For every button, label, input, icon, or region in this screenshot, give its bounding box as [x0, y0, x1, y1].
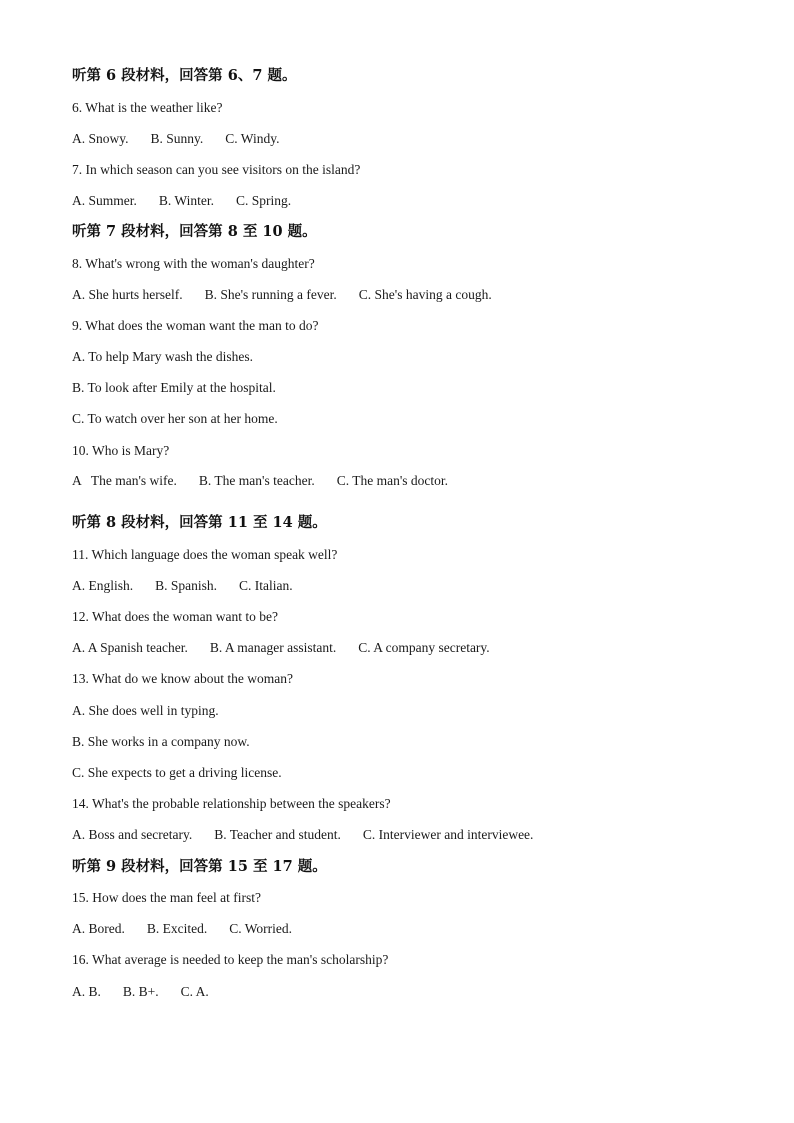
question-stem: 12. What does the woman want to be?: [72, 609, 278, 624]
question-stem: 13. What do we know about the woman?: [72, 671, 293, 686]
question-options: [72, 640, 490, 656]
option-a: A. B.: [72, 984, 101, 999]
option-b: B. She works in a company now.: [72, 734, 250, 749]
option-c: C. A.: [180, 984, 209, 999]
option-a: A. Summer.: [72, 193, 137, 208]
question-stem: 10. Who is Mary?: [72, 443, 170, 458]
option-a: A. Boss and secretary.: [72, 827, 193, 842]
option-b: B. She's running a fever.: [204, 287, 337, 302]
question-stem: 9. What does the woman want the man to do?: [72, 318, 319, 333]
question-options: [72, 921, 292, 937]
option-c: C. She's having a cough.: [358, 287, 492, 302]
option-a: A The man's wife.: [72, 473, 177, 488]
question-options: [72, 578, 293, 594]
option-b: B. To look after Emily at the hospital.: [72, 380, 276, 395]
option-b: B. Winter.: [158, 193, 214, 208]
option-b: B. Excited.: [146, 921, 208, 936]
option-a: A. Bored.: [72, 921, 125, 936]
option-a: A. English.: [72, 578, 134, 593]
question-stem: 7. In which season can you see visitors on the island?: [72, 162, 361, 177]
option-a: A. Snowy.: [72, 131, 129, 146]
question-stem: 8. What's wrong with the woman's daughter?: [72, 256, 315, 271]
question-options: [72, 193, 291, 209]
option-b: B. A manager assistant.: [209, 640, 337, 655]
option-c: C. A company secretary.: [358, 640, 490, 655]
question-stem: 15. How does the man feel at first?: [72, 890, 261, 905]
question-stem: 11. Which language does the woman speak well?: [72, 547, 338, 562]
section-heading: 听第 9 段材料，回答第 15 至 17 题。: [72, 858, 327, 875]
option-a: A. She hurts herself.: [72, 287, 183, 302]
question-options: [72, 473, 448, 489]
question-stem: 6. What is the weather like?: [72, 100, 223, 115]
option-a: A. To help Mary wash the dishes.: [72, 349, 254, 364]
question-stem: 14. What's the probable relationship between the speakers?: [72, 796, 391, 811]
question-options: [72, 131, 280, 147]
option-b: B. Sunny.: [150, 131, 204, 146]
option-c: C. The man's doctor.: [336, 473, 448, 488]
option-a: A. A Spanish teacher.: [72, 640, 188, 655]
option-c: C. To watch over her son at her home.: [72, 411, 278, 426]
option-a: A. She does well in typing.: [72, 703, 219, 718]
option-c: C. Worried.: [229, 921, 293, 936]
question-options: [72, 827, 533, 843]
question-options: [72, 287, 492, 303]
option-c: C. Italian.: [239, 578, 293, 593]
option-b: B. Teacher and student.: [214, 827, 341, 842]
option-c: C. Interviewer and interviewee.: [362, 827, 534, 842]
section-heading: 听第 6 段材料，回答第 6、7 题。: [72, 67, 297, 84]
option-b: B. B+.: [122, 984, 159, 999]
option-c: C. Windy.: [225, 131, 280, 146]
section-heading: 听第 8 段材料，回答第 11 至 14 题。: [72, 514, 327, 531]
option-c: C. Spring.: [235, 193, 292, 208]
section-heading: 听第 7 段材料，回答第 8 至 10 题。: [72, 223, 317, 240]
question-stem: 16. What average is needed to keep the man's scholarship?: [72, 952, 389, 967]
option-b: B. The man's teacher.: [198, 473, 315, 488]
question-options: [72, 984, 209, 1000]
option-c: C. She expects to get a driving license.: [72, 765, 282, 780]
option-b: B. Spanish.: [155, 578, 218, 593]
